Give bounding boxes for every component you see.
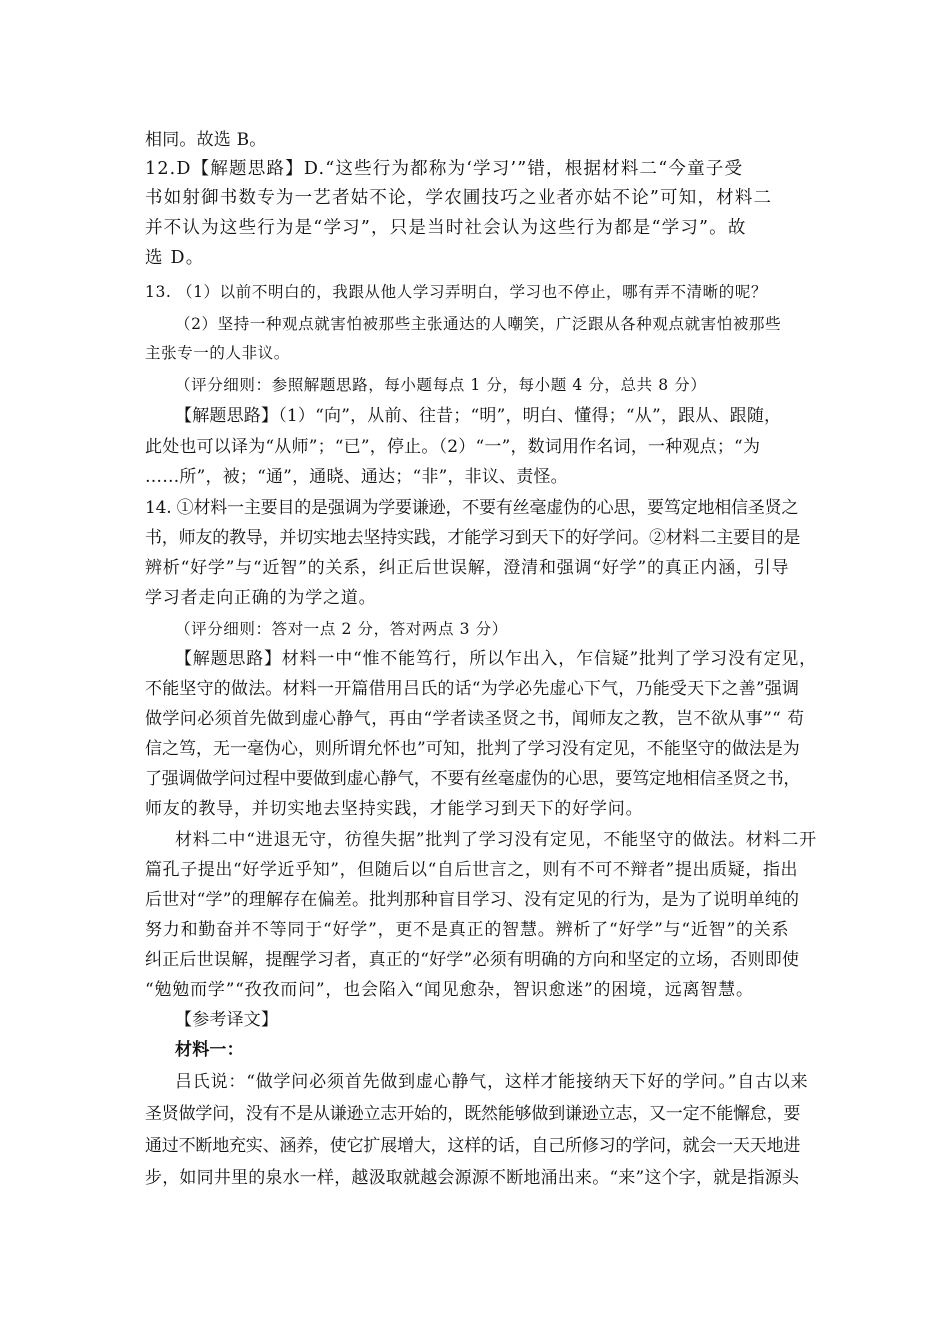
text-line: 书如射御书数专为一艺者姑不论，学农圃技巧之业者亦姑不论”可知，材料二 bbox=[145, 188, 773, 208]
text-line: 努力和勤奋并不等同于“好学”，更不是真正的智慧。辨析了“好学”与“近智”的关系 bbox=[145, 920, 790, 940]
text-line: 相同。故选 B。 bbox=[145, 130, 267, 150]
text-line: 篇孔子提出“好学近乎知”，但随后以“自后世言之，则有不可不辩者”提出质疑，指出 bbox=[145, 860, 799, 880]
text-line: （2）坚持一种观点就害怕被那些主张通达的人嘲笑，广泛跟从各种观点就害怕被那些 bbox=[175, 315, 782, 333]
text-line: 辨析“好学”与“近智”的关系，纠正后世误解，澄清和强调“好学”的真正内涵，引导 bbox=[145, 558, 790, 578]
translation-heading: 【参考译文】 bbox=[175, 1010, 279, 1030]
text-line: ……所”，被；“通”，通晓、通达；“非”，非议、责怪。 bbox=[145, 467, 568, 487]
text-line: 【解题思路】材料一中“惟不能笃行，所以乍出入，乍信疑”批判了学习没有定见， bbox=[175, 649, 817, 669]
text-line: 做学问必须首先做到虚心静气，再由“学者读圣贤之书，闻师友之教，岂不欲从事”“ 苟 bbox=[145, 709, 805, 729]
text-line: 圣贤做学问，没有不是从谦逊立志开始的，既然能够做到谦逊立志，又一定不能懈怠，要 bbox=[145, 1104, 801, 1124]
text-line: 材料二中“进退无守，彷徨失据”批判了学习没有定见，不能坚守的做法。材料二开 bbox=[175, 830, 817, 850]
text-line: 后世对“学”的理解存在偏差。批判那种盲目学习、没有定见的行为，是为了说明单纯的 bbox=[145, 890, 800, 910]
text-line: 师友的教导，并切实地去坚持实践，才能学习到天下的好学问。 bbox=[145, 799, 644, 819]
text-line: “勉勉而学”“孜孜而问”，也会陷入“闻见愈杂，智识愈迷”的困境，远离智慧。 bbox=[145, 980, 754, 1000]
answer-13-line: 13. （1）以前不明白的，我跟从他人学习弄明白，学习也不停止，哪有弄不清晰的呢？ bbox=[145, 283, 768, 301]
text-line: 选 D。 bbox=[145, 248, 205, 268]
answer-12-line: 12.D【解题思路】D.“这些行为都称为‘学习’”错，根据材料二“今童子受 bbox=[145, 159, 744, 179]
text-line: 了强调做学问过程中要做到虚心静气，不要有丝毫虚伪的心思，要笃定地相信圣贤之书， bbox=[145, 769, 801, 789]
text-line: 此处也可以译为“从师”；“已”，停止。（2）“一”，数词用作名词，一种观点；“为 bbox=[145, 437, 761, 457]
scoring-note: （评分细则：参照解题思路，每小题每点 1 分，每小题 4 分，总共 8 分） bbox=[175, 376, 707, 394]
text-line: 【解题思路】（1）“向”，从前、往昔；“明”，明白、懂得；“从”，跟从、跟随， bbox=[175, 406, 782, 426]
text-line: 步，如同井里的泉水一样，越汲取就越会源源不断地涌出来。“来”这个字，就是指源头 bbox=[145, 1168, 800, 1188]
text-line: 通过不断地充实、涵养，使它扩展增大，这样的话，自己所修习的学问，就会一天天地进 bbox=[145, 1136, 801, 1156]
text-line: 并不认为这些行为是“学习”，只是当时社会认为这些行为都是“学习”。故 bbox=[145, 218, 747, 238]
material-one-heading: 材料一： bbox=[175, 1040, 244, 1060]
scoring-note: （评分细则：答对一点 2 分，答对两点 3 分） bbox=[175, 620, 508, 638]
text-line: 不能坚守的做法。材料一开篇借用吕氏的话“为学必先虚心下气，乃能受天下之善”强调 bbox=[145, 679, 800, 699]
text-line: 书，师友的教导，并切实地去坚持实践，才能学习到天下的好学问。②材料二主要目的是 bbox=[145, 528, 801, 548]
answer-14-line: 14. ①材料一主要目的是强调为学要谦逊，不要有丝毫虚伪的心思，要笃定地相信圣贤之 bbox=[145, 498, 799, 518]
text-line: 学习者走向正确的为学之道。 bbox=[145, 588, 377, 608]
text-line: 信之笃，无一毫伪心，则所谓允怀也”可知，批判了学习没有定见，不能坚守的做法是为 bbox=[145, 739, 800, 759]
text-line: 纠正后世误解，提醒学习者，真正的“好学”必须有明确的方向和坚定的立场，否则即使 bbox=[145, 950, 800, 970]
text-line: 吕氏说：“做学问必须首先做到虚心静气，这样才能接纳天下好的学问。”自古以来 bbox=[175, 1072, 809, 1092]
text-line: 主张专一的人非议。 bbox=[145, 344, 290, 362]
